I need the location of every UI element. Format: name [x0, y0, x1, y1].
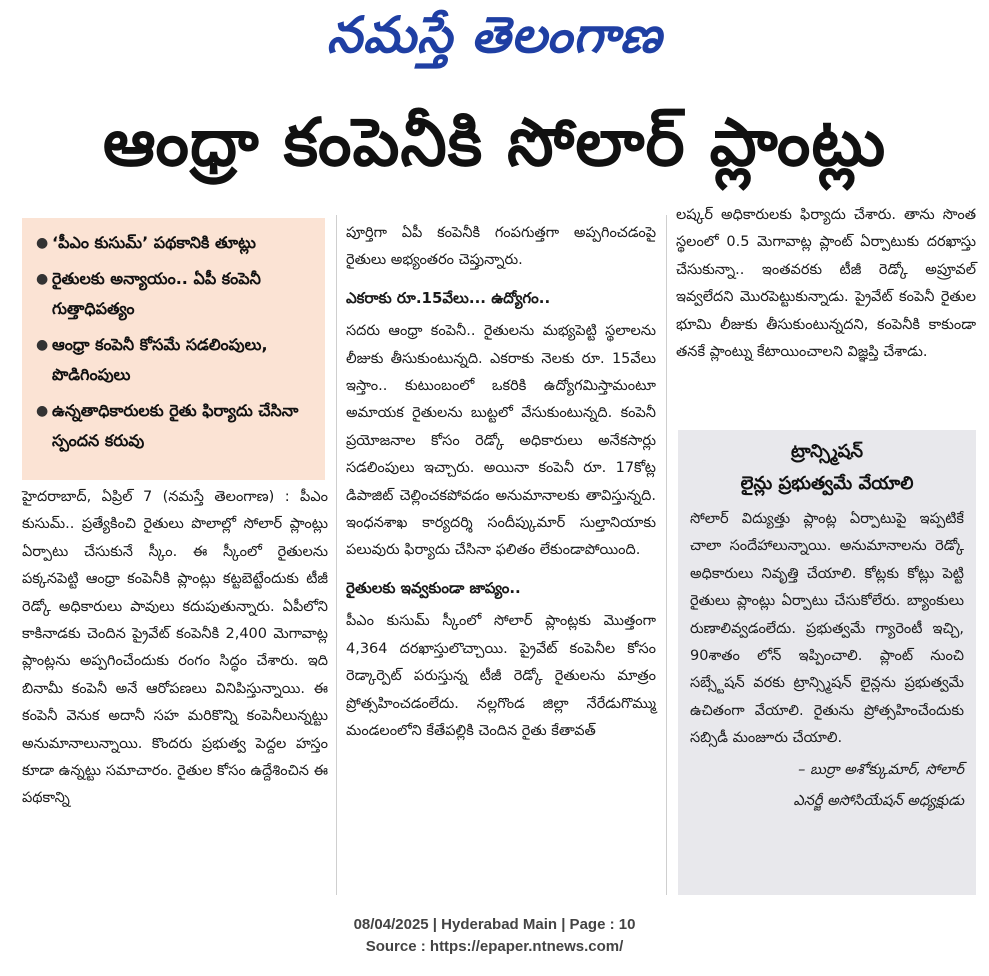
- masthead: [0, 0, 989, 80]
- highlight-item: [36, 396, 317, 456]
- article-column-2: [346, 220, 656, 745]
- article-paragraph: లష్కర్ అధికారులకు ఫిర్యాదు చేశారు. తాను సొంత స్థలంలో 0.5 మెగావాట్ల ప్లాంట్ ఏర్పాటుకు దరఖాస్తు చేసుకున్నా.. ఇంతవరకు టీజీ రెడ్కో అప్రూవల్ ఇవ్వలేదని మొరపెట్టుకున్నాడు. ప్రైవేట్ కంపెనీ రైతుల భూమి లీజుకు తీసుకుంటున్నదని, కంపెనీకి కాకుండా తనకే ప్లాంట్ను కేటాయించాలని విజ్ఞప్తి చేశాడు.: [676, 207, 976, 361]
- column-divider: [336, 215, 337, 895]
- highlight-item: [36, 228, 317, 258]
- bullet-icon: ●: [36, 403, 49, 419]
- masthead-logo-text: నమస్తే తెలంగాణ: [326, 6, 663, 64]
- article-column-1: [22, 484, 328, 813]
- bullet-icon: ●: [36, 235, 49, 251]
- headline: ఆంధ్రా కంపెనీకి సోలార్ ప్లాంట్లు: [102, 104, 887, 181]
- box-title-line-1: ట్రాన్స్మిషన్: [791, 441, 863, 462]
- box-signature-line-2: ఎనర్జీ అసోసియేషన్ అధ్యక్షుడు: [793, 792, 964, 809]
- box-title-line-2: లైన్లు ప్రభుత్వమే వేయాలి: [740, 473, 914, 494]
- highlight-item: [36, 264, 317, 324]
- subheading: ఎకరాకు రూ.15వేలు... ఉద్యోగం..: [346, 288, 551, 307]
- footer-date-edition: 08/04/2025 | Hyderabad Main | Page : 10: [353, 916, 636, 933]
- bullet-icon: ●: [36, 271, 49, 287]
- footer-source-link[interactable]: Source : https://epaper.ntnews.com/: [365, 938, 624, 955]
- footer: [0, 914, 989, 958]
- highlight-text: ‘పీఎం కుసుమ్’ పథకానికి తూట్లు: [52, 233, 256, 252]
- highlights-box: [22, 218, 325, 480]
- article-column-3: [676, 202, 976, 366]
- highlight-text: రైతులకు అన్యాయం.. ఏపీ కంపెనీ గుత్తాధిపత్యం: [52, 269, 261, 318]
- subheading: రైతులకు ఇవ్వకుండా జాప్యం..: [346, 578, 521, 597]
- box-body: సోలార్ విద్యుత్తు ప్లాంట్ల ఏర్పాటుపై ఇప్పటికే చాలా సందేహాలున్నాయి. అనుమానాలను రెడ్కో అధికారులు నివృత్తి చేయాలి. కోట్లకు కోట్లు పెట్టి రైతులు ప్లాంట్లు ఏర్పాటు చేసుకోలేరు. బ్యాంకులు రుణాలివ్వడంలేదు. ప్రభుత్వమే గ్యారెంటీ ఇచ్చి, 90శాతం లోన్ ఇప్పించాలి. ప్లాంట్ నుంచి సబ్స్టేషన్ వరకు ట్రాన్స్మిషన్ లైన్లను ప్రభుత్వమే ఉచితంగా వేయాలి. రైతును ప్రోత్సహించేందుకు సబ్సిడీ మంజూరు చేయాలి.: [690, 511, 964, 747]
- article-paragraph: పీఎం కుసుమ్ స్కీంలో సోలార్ ప్లాంట్లకు మొత్తంగా 4,364 దరఖాస్తులొచ్చాయి. ప్రైవేట్ కంపెనీల కోసం రెడ్కార్పెట్ పరుస్తున్న టీజీ రెడ్కో రైతులను మాత్రం ప్రోత్సహించడంలేదు. నల్లగొండ జిల్లా నేరేడుగొమ్ము మండలంలోని కేతేపల్లికి చెందిన రైతు కేతావత్: [346, 613, 656, 739]
- box-signature-line-1: – బుర్రా అశోక్కుమార్, సోలార్: [798, 761, 964, 778]
- bullet-icon: ●: [36, 337, 49, 353]
- highlight-text: ఆంధ్రా కంపెనీ కోసమే సడలింపులు, పొడిగింపులు: [52, 335, 268, 384]
- article-paragraph: సదరు ఆంధ్రా కంపెనీ.. రైతులను మభ్యపెట్టి స్థలాలను లీజుకు తీసుకుంటున్నది. ఎకరాకు నెలకు రూ. 15వేలు ఇస్తాం.. కుటుంబంలో ఒకరికి ఉద్యోగమిస్తామంటూ అమాయక రైతులను బుట్టలో వేసుకుంటున్నది. కంపెనీ ప్రయోజనాల కోసం రెడ్కో అధికారులు అనేకసార్లు సడలింపులు ఇచ్చారు. అయినా కంపెనీ రూ. 17కోట్ల డిపాజిట్ చెల్లించకపోవడం అనుమానాలకు తావిస్తున్నది. ఇంధనశాఖ కార్యదర్శి సందీప్కుమార్ సుల్తానియాకు పలువురు ఫిర్యాదు చేసినా ఫలితం లేకుండాపోయింది.: [346, 323, 656, 559]
- column-divider: [666, 215, 667, 895]
- article-paragraph: పూర్తిగా ఏపీ కంపెనీకి గంపగుత్తగా అప్పగించడంపై రైతులు అభ్యంతరం చెప్తున్నారు.: [346, 225, 656, 269]
- highlight-item: [36, 330, 317, 390]
- highlight-text: ఉన్నతాధికారులకు రైతు ఫిర్యాదు చేసినా స్పందన కరువు: [52, 401, 299, 450]
- article-paragraph: హైదరాబాద్, ఏప్రిల్ 7 (నమస్తే తెలంగాణ) : పీఎం కుసుమ్.. ప్రత్యేకించి రైతులు పొలాల్లో సోలార్ ప్లాంట్లు ఏర్పాటు చేసుకునే స్కీం. ఈ స్కీంలో రైతులను పక్కనపెట్టి ఆంధ్రా కంపెనీకి ప్లాంట్లు కట్టబెట్టేందుకు టీజీ రెడ్కో అధికారులు పావులు కదుపుతున్నారు. ఏపీలోని కాకినాడకు చెందిన ప్రైవేట్ కంపెనీకి 2,400 మెగావాట్ల ప్లాంట్లను అప్పగించేందుకు రంగం సిద్ధం చేశారు. ఇది బినామీ కంపెనీ అనే ఆరోపణలు వినిపిస్తున్నాయి. ఈ కంపెనీ వెనుక అదానీ సహ మరికొన్ని కంపెనీలున్నట్టు అనుమానాలున్నాయి. కొందరు ప్రభుత్వ పెద్దల హస్తం కూడా ఉన్నట్టు సమాచారం. రైతుల కోసం ఉద్దేశించిన ఈ పథకాన్ని: [22, 489, 328, 807]
- sidebar-quote-box: [678, 430, 976, 895]
